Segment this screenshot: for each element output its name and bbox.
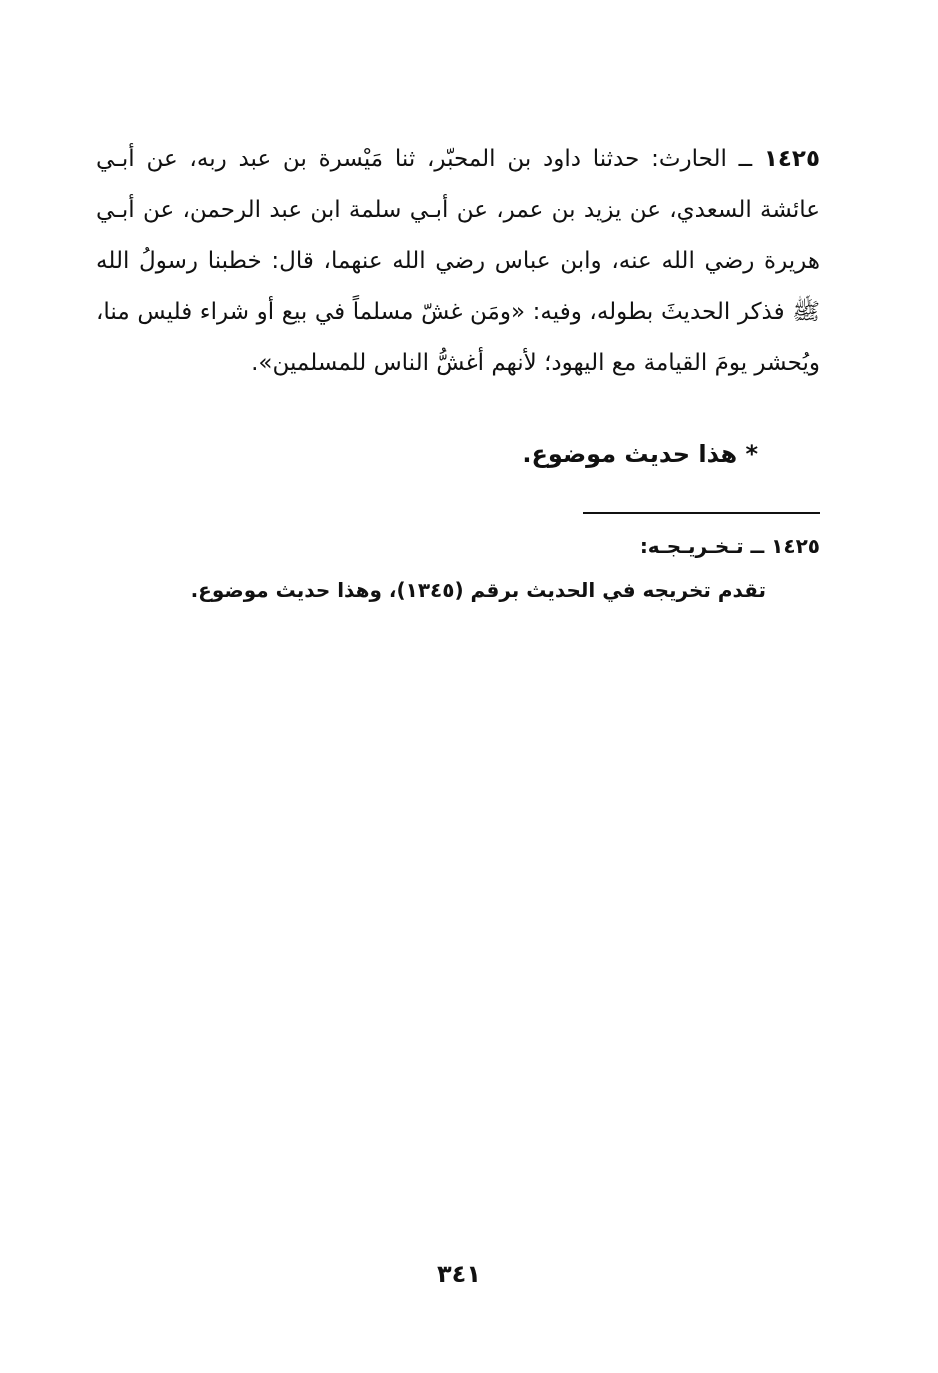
hadith-paragraph: [96, 134, 820, 389]
page-number: ٣٤١: [437, 1260, 481, 1288]
hadith-text: [96, 134, 820, 389]
hadith-body: ــ الحارث: حدثنا داود بن المحبّر، ثنا مَيْسرة بن عبد ربه، عن أبـي عائشة السعدي، عن يزيد بن عمر، عن أبـي سلمة ابن عبد الرحمن، عن أبـي هريرة رضي الله عنه، وابن عباس رضي الله عنهما، قال: خطبنا رسولُ الله ﷺ فذكر الحديثَ بطوله، وفيه: «ومَن غشّ مسلماً في بيع أو شراء فليس منا، ويُحشر يومَ القيامة مع اليهود؛ لأنهم أغشُّ الناس للمسلمين».: [96, 146, 820, 376]
footnote-heading: ١٤٢٥ ــ تـخـريـجـه:: [639, 534, 820, 558]
hadith-verdict: * هذا حديث موضوع.: [522, 440, 758, 468]
footnote-divider: [583, 512, 820, 514]
hadith-number: ١٤٢٥: [763, 146, 821, 172]
footnote-text: تقدم تخريجه في الحديث برقم (١٣٤٥)، وهذا حديث موضوع.: [190, 578, 766, 602]
